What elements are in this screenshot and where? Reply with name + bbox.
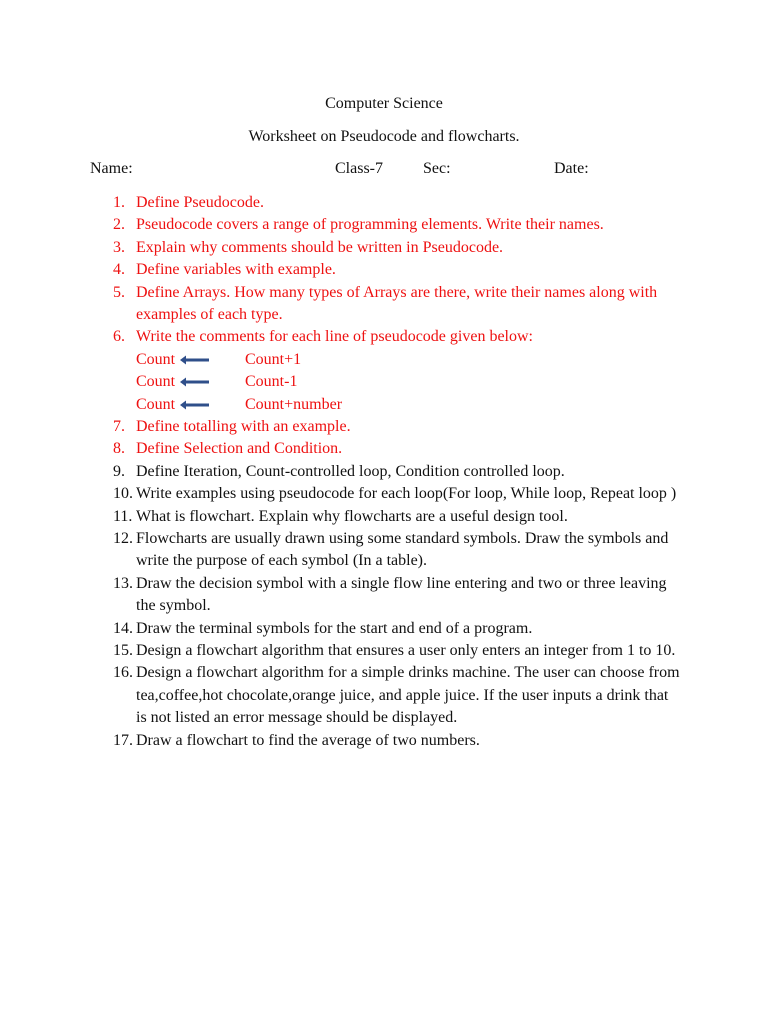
pseudocode-expression: Count+1 [245,350,302,368]
question-text: Define Pseudocode. [136,194,264,211]
question-text: Define Iteration, Count-controlled loop, Condition controlled loop. [136,462,565,480]
pseudocode-line [0,349,768,371]
question-item [0,662,681,729]
question-number: 7. [113,418,125,436]
question-text: Explain why comments should be written in Pseudocode. [136,238,504,256]
name-label: Name: [90,160,133,177]
left-arrow-icon [180,400,210,410]
question-text: Flowcharts are usually drawn using some standard symbols. Draw the symbols and write the purpose of each symbol (In a table). [136,530,669,570]
pseudocode-variable: Count [136,395,176,413]
question-item [0,640,681,662]
question-item [0,461,681,483]
question-item [0,192,681,214]
question-text: Define variables with example. [136,261,336,279]
question-text: Write the comments for each line of pseudocode given below: [136,328,533,346]
pseudocode-variable: Count [136,350,176,368]
question-text: Define Selection and Condition. [136,440,343,458]
question-text: Design a flowchart algorithm that ensures a user only enters an integer from 1 to 10. [136,642,676,660]
pseudocode-expression: Count+number [245,395,343,413]
question-item [0,214,681,236]
question-item [0,506,681,528]
pseudocode-line [0,371,768,393]
question-text: Define totalling with an example. [136,418,351,436]
question-number: 14. [113,619,133,637]
question-text: Write examples using pseudocode for each loop(For loop, While loop, Repeat loop ) [136,485,677,503]
question-item [0,438,681,460]
page-title: Computer Science [325,95,443,112]
pseudocode-variable: Count [136,373,176,391]
question-number: 17. [113,731,133,749]
section-label: Sec: [423,160,451,177]
question-number: 13. [113,574,133,592]
class-label: Class-7 [335,160,383,177]
question-number: 11. [113,507,133,525]
date-label: Date: [554,160,589,177]
question-number: 9. [113,462,125,480]
question-text: Define Arrays. How many types of Arrays are there, write their names along with examples of each type. [136,283,658,324]
question-number: 8. [113,440,125,458]
question-number: 16. [113,664,133,682]
question-text: Draw a flowchart to find the average of two numbers. [136,731,480,749]
question-number: 3. [113,238,125,256]
question-text: Draw the decision symbol with a single flow line entering and two or three leaving the symbol. [136,574,667,615]
question-number: 2. [113,216,125,234]
question-number: 5. [113,283,125,301]
question-item [0,528,681,573]
page-subtitle: Worksheet on Pseudocode and flowcharts. [248,128,520,145]
question-item [0,237,681,259]
question-number: 4. [113,261,125,279]
question-list [0,192,768,752]
question-number: 1. [113,194,125,211]
question-text: Design a flowchart algorithm for a simple drinks machine. The user can choose from tea,coffee,hot chocolate,orange juice, and apple juice. If the user inputs a drink that is not listed an error message should be displayed. [136,664,680,727]
question-item [0,483,681,505]
question-item [0,326,681,348]
question-item [0,730,681,752]
question-text: Pseudocode covers a range of programming elements. Write their names. [136,216,604,234]
question-item [0,282,681,327]
question-text: What is flowchart. Explain why flowcharts are a useful design tool. [136,507,568,525]
question-number: 15. [113,642,133,660]
pseudocode-line [0,394,768,416]
question-number: 10. [113,485,133,503]
question-item [0,416,681,438]
pseudocode-expression: Count-1 [245,373,298,391]
question-item [0,573,681,618]
question-item [0,259,681,281]
left-arrow-icon [180,377,210,387]
question-text: Draw the terminal symbols for the start and end of a program. [136,619,533,637]
left-arrow-icon [180,355,210,365]
question-number: 12. [113,530,133,548]
question-number: 6. [113,328,125,346]
question-item [0,618,681,640]
